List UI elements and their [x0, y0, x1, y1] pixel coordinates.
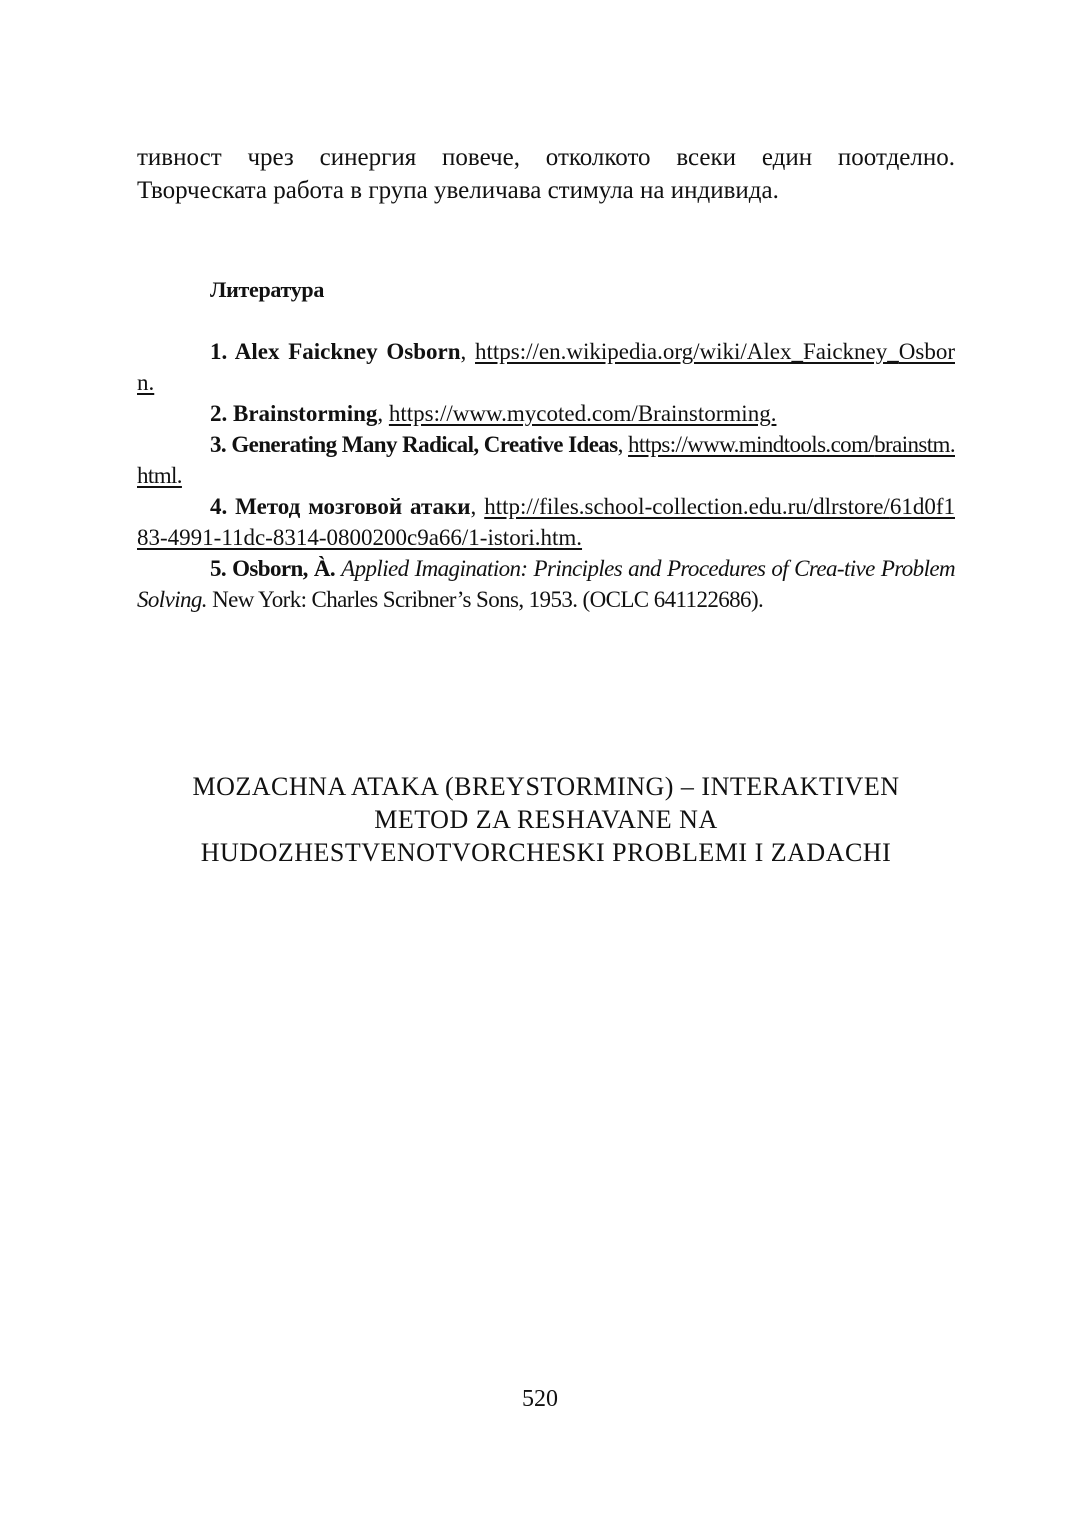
page-number: 520 [522, 1386, 558, 1412]
reference-item-1 [137, 336, 955, 398]
reference-publisher: New York: Charles Scribner’s Sons, 1953. (OCLC 641122686). [212, 587, 764, 612]
reference-title: 2. Brainstorming [210, 401, 378, 426]
reference-separator: , [460, 339, 476, 364]
section-title-line-3: HUDOZHESTVENOTVORCHESKI PROBLEMI I ZADACHI [200, 838, 892, 867]
reference-link[interactable]: https://en.wikipedia.org/wiki/Alex_Faickney_Osborn. [137, 339, 955, 395]
reference-title: 4. Метод мозговой атаки [210, 494, 471, 519]
section-title-line-2: METOD ZA RESHAVANE NA [374, 805, 718, 834]
section-title [137, 770, 955, 869]
reference-item-3 [137, 429, 955, 491]
reference-separator: , [470, 494, 485, 519]
reference-separator: , [617, 432, 629, 457]
body-paragraph-line-1: тивност чрез синергия повече, отколкото всеки един поотделно. [137, 144, 955, 171]
reference-separator: , [377, 401, 389, 426]
references-heading: Литература [210, 277, 325, 302]
reference-italic-title: Applied Imagination: Principles and Procedures of Crea-tive Problem Solving. [137, 556, 955, 612]
reference-title: 3. Generating Many Radical, Creative Ideas [210, 432, 618, 457]
reference-item-5 [137, 553, 955, 615]
reference-link[interactable]: https://www.mycoted.com/Brainstorming. [388, 401, 777, 426]
body-paragraph [137, 141, 955, 207]
section-title-line-1: MOZACHNA ATAKA (BREYSTORMING) – INTERAKTIVEN [192, 772, 900, 801]
reference-title: 1. Alex Faickney Osborn [210, 339, 461, 364]
reference-link[interactable]: http://files.school-collection.edu.ru/dlrstore/61d0f183-4991-11dc-8314-0800200c9a66/1-istori.htm. [137, 494, 955, 550]
reference-item-2 [137, 398, 955, 429]
reference-link[interactable]: https://www.mindtools.com/brainstm.html. [137, 432, 955, 488]
references-list [137, 336, 955, 615]
reference-item-4 [137, 491, 955, 553]
body-paragraph-line-2: Творческата работа в група увеличава стимула на индивида. [137, 177, 779, 204]
reference-title: 5. Osborn, À. [210, 556, 336, 581]
